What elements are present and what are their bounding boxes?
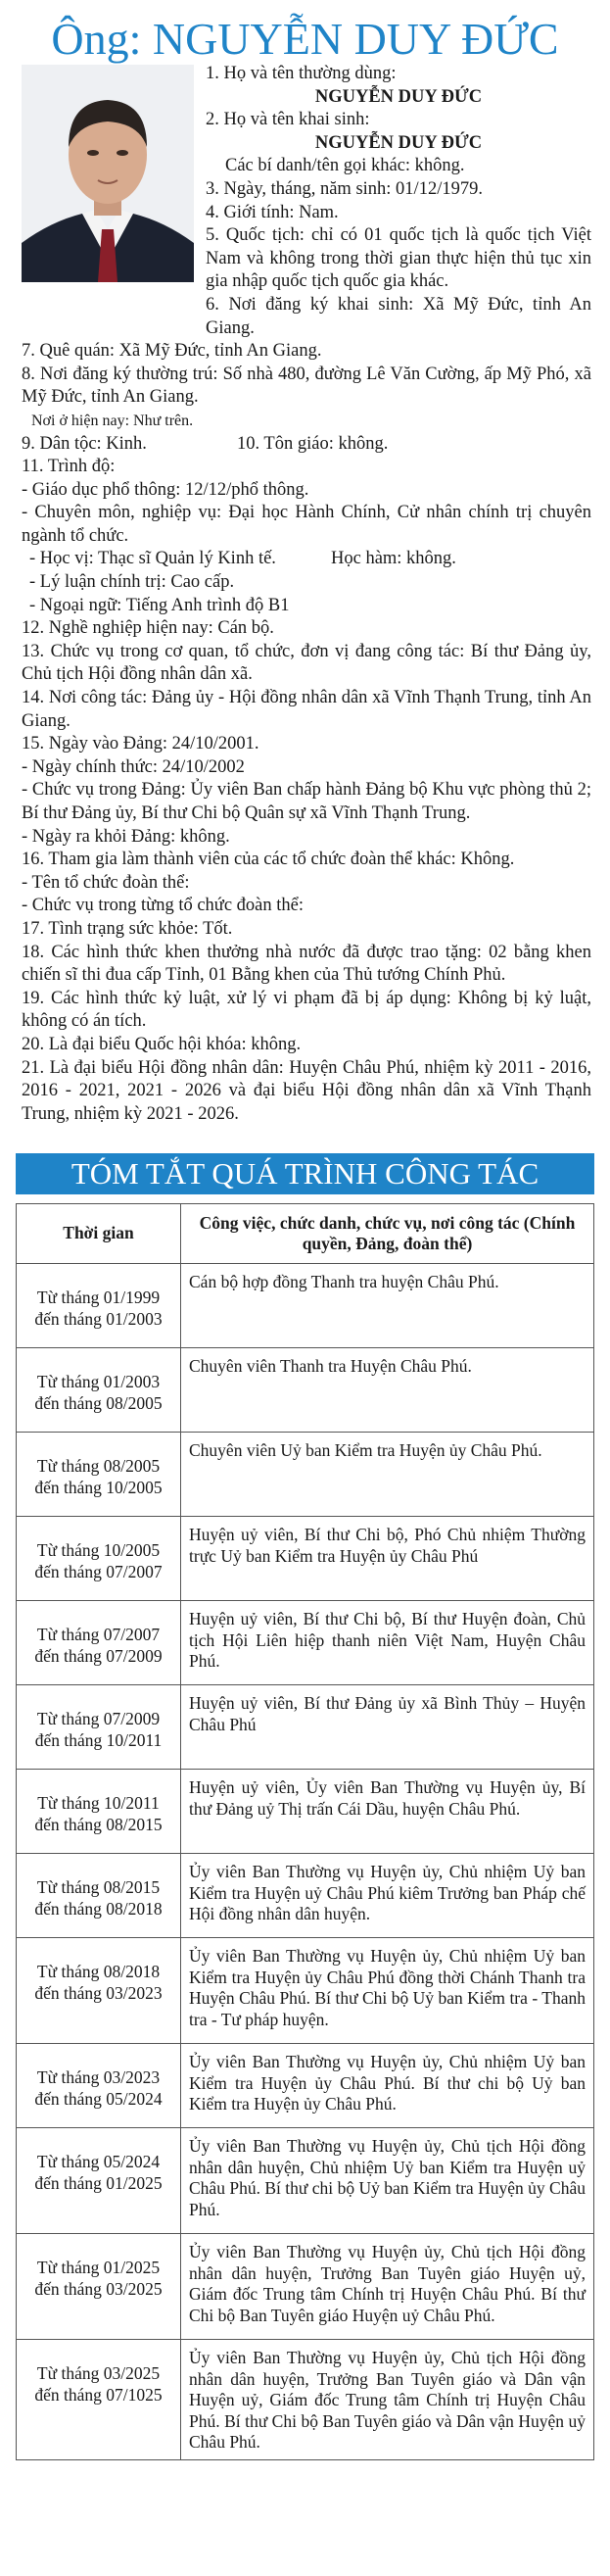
field-occupation: 12. Nghề nghiệp hiện nay: Cán bộ.: [22, 618, 274, 639]
table-row: [17, 2234, 594, 2340]
field-awards: 18. Các hình thức khen thưởng nhà nước đã được trao tặng: 02 bằng khen chiến sĩ thi đua cấp Tỉnh, 01 Bằng khen của Thủ tướng Chính Phủ.: [22, 942, 591, 986]
field-1-value: NGUYỄN DUY ĐỨC: [314, 86, 483, 107]
field-party-position: - Chức vụ trong Đảng: Ủy viên Ban chấp hành Đảng bộ Khu vực phòng thủ 2; Bí thư Đảng ủy, Bí thư Chi bộ Quân sự xã Vĩnh Thạnh Trung.: [22, 780, 591, 823]
table-header-row: [17, 1204, 594, 1264]
field-position: 13. Chức vụ trong cơ quan, tổ chức, đơn vị đang công tác: Bí thư Đảng ủy, Chủ tịch Hội đồng nhân dân xã.: [22, 641, 591, 685]
field-1-label: 1. Họ và tên thường dùng:: [206, 64, 397, 83]
table-row: [17, 1601, 594, 1685]
table-row: [17, 1517, 594, 1601]
table-row: [17, 1854, 594, 1938]
row-time: Từ tháng 03/2025 đến tháng 07/1025: [17, 2340, 181, 2460]
row-job: Chuyên viên Uỷ ban Kiểm tra Huyện ủy Châu Phú.: [181, 1433, 594, 1517]
section-banner: TÓM TẮT QUÁ TRÌNH CÔNG TÁC: [16, 1153, 594, 1194]
field-2-label: 2. Họ và tên khai sinh:: [206, 110, 370, 130]
row-time: Từ tháng 05/2024 đến tháng 01/2025: [17, 2128, 181, 2234]
row-time: Từ tháng 01/1999 đến tháng 01/2003: [17, 1264, 181, 1348]
table-row: [17, 1685, 594, 1770]
table-row: [17, 1264, 594, 1348]
field-2-value: NGUYỄN DUY ĐỨC: [314, 132, 483, 153]
row-job: Ủy viên Ban Thường vụ Huyện ủy, Chủ nhiệm Uỷ ban Kiểm tra Huyện ủy Châu Phú đồng thời Chánh Thanh tra Huyện Châu Phú. Bí thư Chi bộ Uỷ ban Kiểm tra - Thanh tra - Tư pháp huyện.: [181, 1938, 594, 2044]
field-aliases: Các bí danh/tên gọi khác: không.: [225, 156, 465, 176]
field-discipline: 19. Các hình thức kỷ luật, xử lý vi phạm đã bị áp dụng: Không bị kỷ luật, không có án tích.: [22, 988, 591, 1032]
personal-info: [22, 63, 591, 1126]
header-job: Công việc, chức danh, chức vụ, nơi công tác (Chính quyền, Đảng, đoàn thể): [181, 1204, 594, 1264]
row-time: Từ tháng 01/2003 đến tháng 08/2005: [17, 1348, 181, 1433]
field-party-leave-date: - Ngày ra khỏi Đảng: không.: [22, 826, 230, 847]
field-residence: 8. Nơi đăng ký thường trú: Số nhà 480, đường Lê Văn Cường, ấp Mỹ Phó, xã Mỹ Đức, tỉnh An Giang.: [22, 364, 591, 408]
work-history-table: [16, 1203, 594, 2460]
row-job: Ủy viên Ban Thường vụ Huyện ủy, Chủ tịch Hội đồng nhân dân huyện, Trưởng Ban Tuyên giáo và Dân vận Huyện uỷ, Giám đốc Trung tâm Chính trị Huyện Châu Phú. Bí thư Chi bộ Ban Tuyên giáo và Dân vận Huyện uỷ Châu Phú.: [181, 2340, 594, 2460]
field-specialty: - Chuyên môn, nghiệp vụ: Đại học Hành Chính, Cử nhân chính trị chuyên ngành tổ chức.: [22, 503, 591, 546]
row-job: Huyện uỷ viên, Bí thư Đảng ủy xã Bình Thủy – Huyện Châu Phú: [181, 1685, 594, 1770]
row-job: Ủy viên Ban Thường vụ Huyện ủy, Chủ nhiệm Uỷ ban Kiểm tra Huyện uỷ Châu Phú kiêm Trưởng ban Pháp chế Hội đồng nhân dân huyện.: [181, 1854, 594, 1938]
row-job: Ủy viên Ban Thường vụ Huyện ủy, Chủ nhiệm Uỷ ban Kiểm tra Huyện ủy Châu Phú. Bí thư chi bộ Uỷ ban Kiểm tra Huyện ủy Châu Phú.: [181, 2044, 594, 2128]
row-time: Từ tháng 01/2025 đến tháng 03/2025: [17, 2234, 181, 2340]
row-time: Từ tháng 07/2007 đến tháng 07/2009: [17, 1601, 181, 1685]
field-religion: 10. Tôn giáo: không.: [237, 433, 389, 454]
row-time: Từ tháng 08/2005 đến tháng 10/2005: [17, 1433, 181, 1517]
field-academic-title: Học hàm: không.: [331, 549, 456, 569]
field-health: 17. Tình trạng sức khỏe: Tốt.: [22, 918, 233, 939]
row-job: Ủy viên Ban Thường vụ Huyện ủy, Chủ tịch Hội đồng nhân dân huyện, Trưởng Ban Tuyên giáo Huyện uỷ, Giám đốc Trung tâm Chính trị Huyện Châu Phú. Bí thư Chi bộ Ban Tuyên giáo Huyện uỷ Châu Phú.: [181, 2234, 594, 2340]
field-birthdate: 3. Ngày, tháng, năm sinh: 01/12/1979.: [206, 178, 483, 199]
field-organizations: 16. Tham gia làm thành viên của các tổ chức đoàn thể khác: Không.: [22, 850, 515, 870]
field-organization-name: - Tên tổ chức đoàn thể:: [22, 872, 190, 893]
row-time: Từ tháng 10/2005 đến tháng 07/2007: [17, 1517, 181, 1601]
row-time: Từ tháng 10/2011 đến tháng 08/2015: [17, 1770, 181, 1854]
table-row: [17, 2128, 594, 2234]
field-national-assembly: 20. Là đại biểu Quốc hội khóa: không.: [22, 1034, 302, 1054]
field-organization-role: - Chức vụ trong từng tổ chức đoàn thể:: [22, 896, 304, 916]
row-time: Từ tháng 08/2015 đến tháng 08/2018: [17, 1854, 181, 1938]
row-time: Từ tháng 03/2023 đến tháng 05/2024: [17, 2044, 181, 2128]
field-current-address: Nơi ở hiện nay: Như trên.: [31, 412, 194, 429]
field-foreign-language: - Ngoại ngữ: Tiếng Anh trình độ B1: [29, 595, 290, 615]
field-birth-registration: 6. Nơi đăng ký khai sinh: Xã Mỹ Đức, tỉnh An Giang.: [206, 294, 591, 338]
row-job: Huyện uỷ viên, Ủy viên Ban Thường vụ Huyện ủy, Bí thư Đảng uỷ Thị trấn Cái Dầu, huyện Châu Phú.: [181, 1770, 594, 1854]
row-job: Ủy viên Ban Thường vụ Huyện ủy, Chủ tịch Hội đồng nhân dân huyện, Chủ nhiệm Uỷ ban Kiểm tra Huyện uỷ Châu Phú. Bí thư chi bộ Uỷ ban Kiểm tra Huyện ủy Châu Phú.: [181, 2128, 594, 2234]
row-job: Chuyên viên Thanh tra Huyện Châu Phú.: [181, 1348, 594, 1433]
field-party-official-date: - Ngày chính thức: 24/10/2002: [22, 756, 245, 777]
field-people-council: 21. Là đại biểu Hội đồng nhân dân: Huyện Châu Phú, nhiệm kỳ 2011 - 2016, 2016 - 2021, 2021 - 2026 và đại biểu Hội đồng nhân dân xã Vĩnh Thạnh Trung, nhiệm kỳ 2021 - 2026.: [22, 1057, 591, 1124]
table-row: [17, 1770, 594, 1854]
table-row: [17, 2044, 594, 2128]
page-title: Ông: NGUYỄN DUY ĐỨC: [51, 14, 559, 64]
field-gender: 4. Giới tính: Nam.: [206, 202, 339, 222]
field-political-theory: - Lý luận chính trị: Cao cấp.: [29, 572, 235, 593]
header-time: Thời gian: [17, 1204, 181, 1264]
row-job: Huyện uỷ viên, Bí thư Chi bộ, Phó Chủ nhiệm Thường trực Uỷ ban Kiểm tra Huyện ủy Châu Phú: [181, 1517, 594, 1601]
field-degree: - Học vị: Thạc sĩ Quản lý Kinh tế.: [29, 549, 276, 569]
row-time: Từ tháng 08/2018 đến tháng 03/2023: [17, 1938, 181, 2044]
field-hometown: 7. Quê quán: Xã Mỹ Đức, tỉnh An Giang.: [22, 341, 322, 362]
row-job: Huyện uỷ viên, Bí thư Chi bộ, Bí thư Huyện đoàn, Chủ tịch Hội Liên hiệp thanh niên Việt Nam, Huyện Châu Phú.: [181, 1601, 594, 1685]
field-education-heading: 11. Trình độ:: [22, 457, 116, 477]
table-row: [17, 1433, 594, 1517]
field-workplace: 14. Nơi công tác: Đảng ủy - Hội đồng nhân dân xã Vĩnh Thạnh Trung, tỉnh An Giang.: [22, 688, 591, 731]
field-ethnicity: 9. Dân tộc: Kinh.: [22, 433, 147, 454]
table-row: [17, 2340, 594, 2460]
field-party-join-date: 15. Ngày vào Đảng: 24/10/2001.: [22, 734, 259, 754]
row-time: Từ tháng 07/2009 đến tháng 10/2011: [17, 1685, 181, 1770]
field-general-education: - Giáo dục phổ thông: 12/12/phổ thông.: [22, 479, 309, 500]
row-job: Cán bộ hợp đồng Thanh tra huyện Châu Phú.: [181, 1264, 594, 1348]
table-row: [17, 1348, 594, 1433]
table-row: [17, 1938, 594, 2044]
field-nationality: 5. Quốc tịch: chỉ có 01 quốc tịch là quốc tịch Việt Nam và không trong thời gian thực hiện thủ tục xin gia nhập quốc tịch quốc gia khác.: [206, 225, 591, 292]
